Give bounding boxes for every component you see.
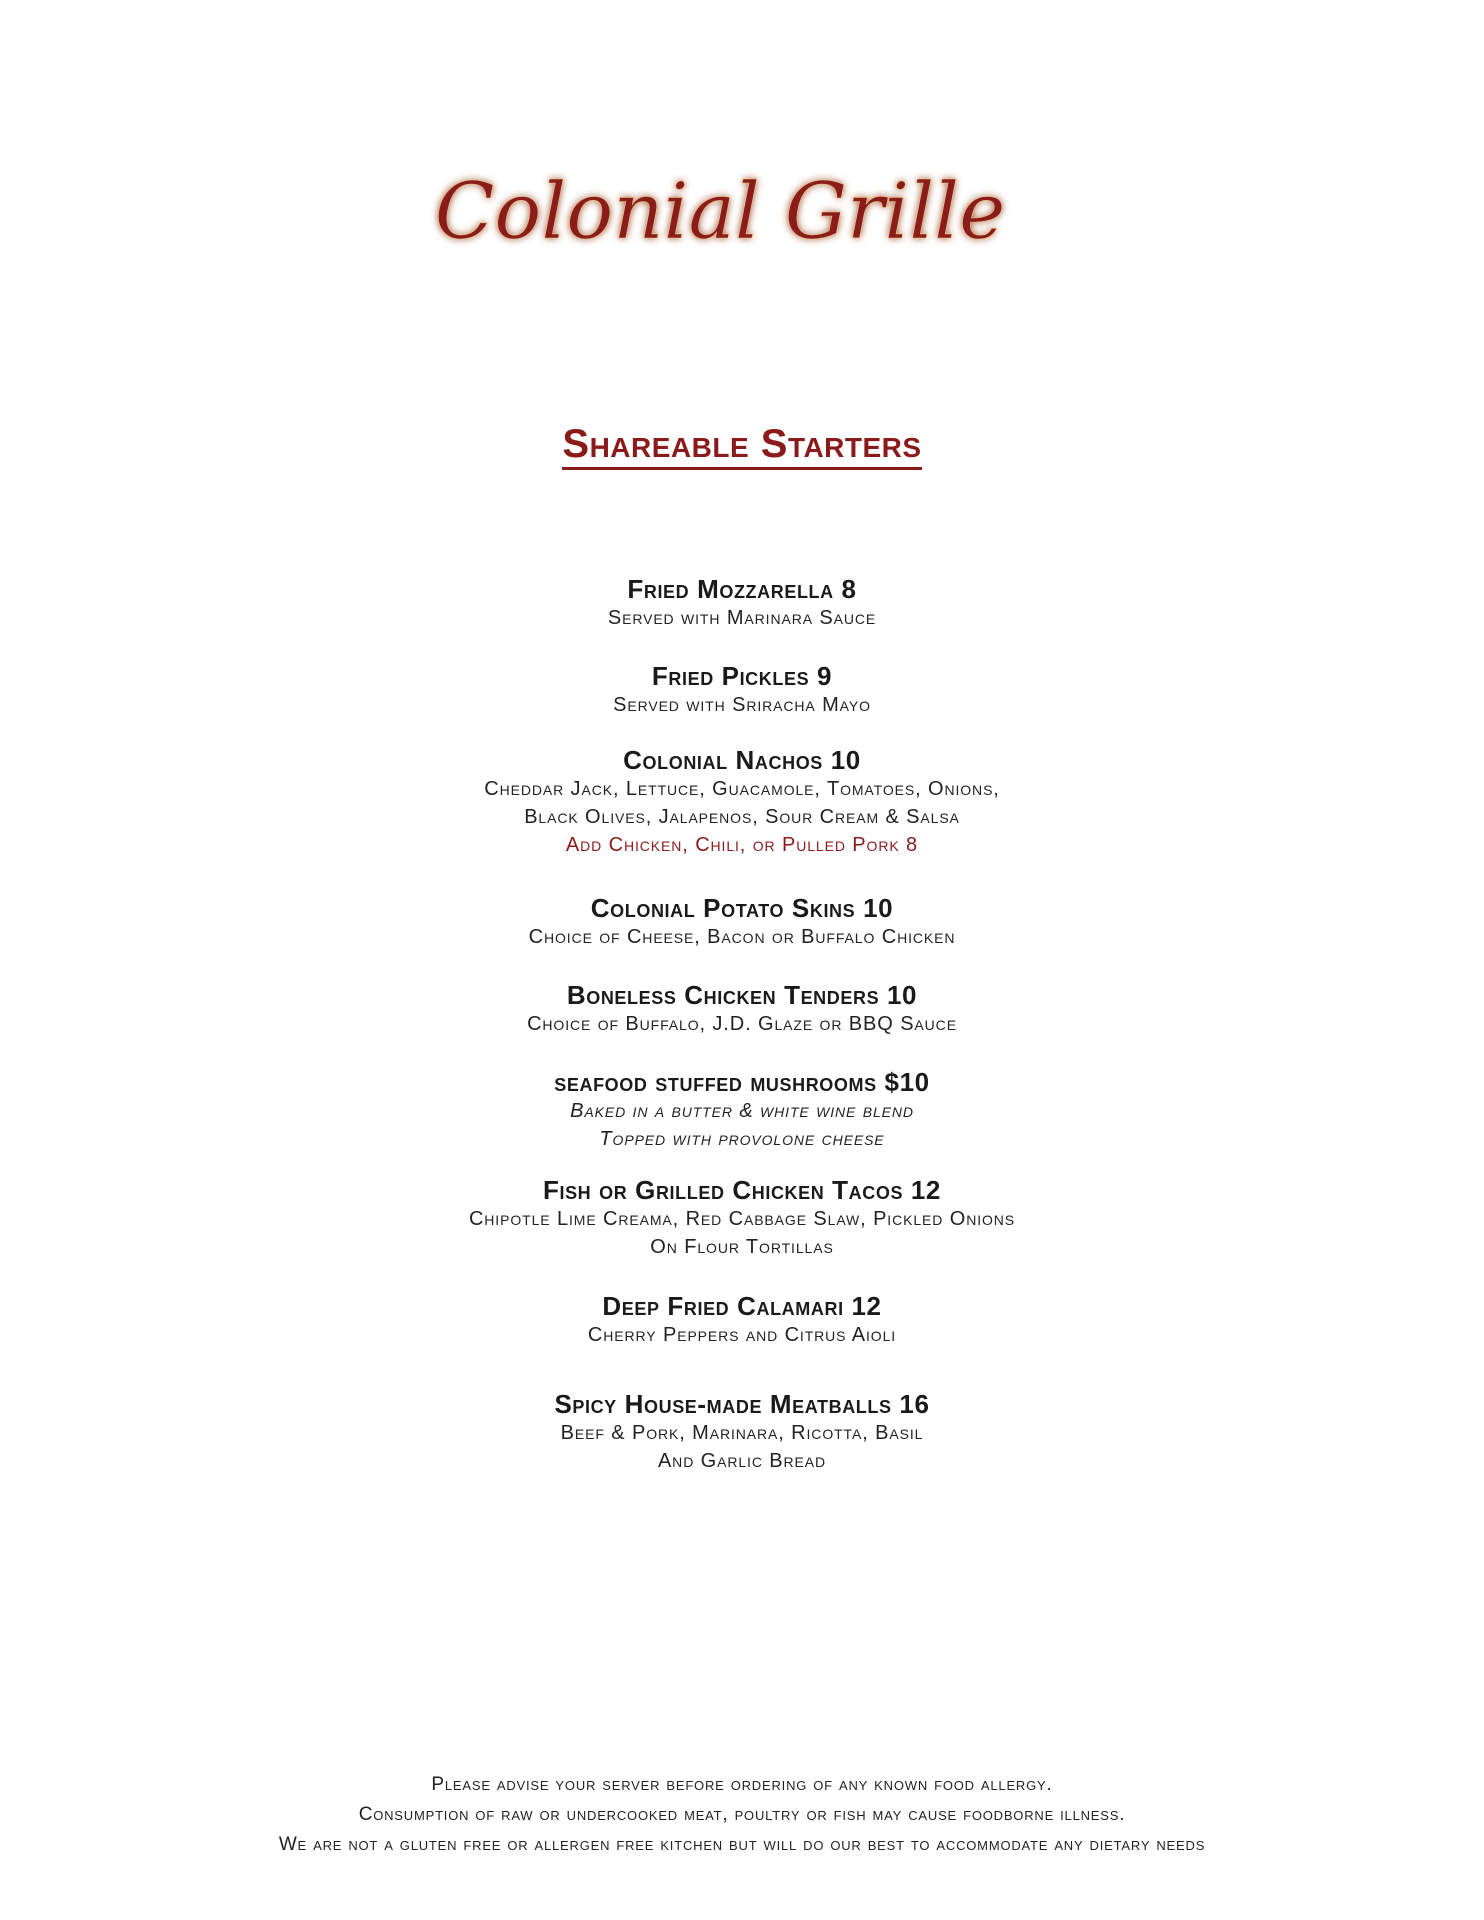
- item-description: Choice of Cheese, Bacon or Buffalo Chicken: [528, 926, 956, 948]
- item-name: Colonial Potato Skins 10: [590, 893, 894, 923]
- item-name: Deep Fried Calamari 12: [602, 1291, 882, 1321]
- item-description: Chipotle Lime Creama, Red Cabbage Slaw, Pickled Onions: [468, 1208, 1016, 1230]
- item-description: Beef & Pork, Marinara, Ricotta, Basil: [560, 1422, 924, 1444]
- item-description: Cheddar Jack, Lettuce, Guacamole, Tomatoes, Onions,: [484, 778, 1000, 800]
- item-name: Boneless Chicken Tenders 10: [566, 980, 918, 1010]
- item-name: Fried Mozzarella 8: [627, 574, 857, 604]
- item-description: On Flour Tortillas: [650, 1236, 834, 1258]
- logo: [434, 138, 1006, 298]
- menu-item-tacos: [0, 1175, 1484, 1261]
- menu-item-calamari: [0, 1291, 1484, 1349]
- menu-item-chicken-tenders: [0, 980, 1484, 1038]
- menu-item-fried-mozzarella: [0, 574, 1484, 632]
- logo-wordmark: Colonial Grille: [434, 167, 1006, 257]
- menu-item-meatballs: [0, 1389, 1484, 1475]
- item-description: Cherry Peppers and Citrus Aioli: [587, 1324, 897, 1346]
- footer-line: Consumption of raw or undercooked meat, poultry or fish may cause foodborne illness.: [358, 1804, 1126, 1825]
- menu-item-colonial-nachos: [0, 745, 1484, 859]
- item-description: And Garlic Bread: [657, 1450, 827, 1472]
- item-description: Black Olives, Jalapenos, Sour Cream & Salsa: [524, 806, 960, 828]
- item-name: Colonial Nachos 10: [623, 745, 861, 775]
- item-description: Served with Sriracha Mayo: [613, 694, 871, 716]
- section-title: Shareable Starters: [0, 422, 1484, 467]
- allergy-disclaimer: [0, 1770, 1484, 1860]
- item-description: Choice of Buffalo, J.D. Glaze or BBQ Sauce: [527, 1013, 957, 1035]
- item-description: Topped with provolone cheese: [599, 1128, 885, 1150]
- item-name: Fried Pickles 9: [651, 661, 833, 691]
- menu-item-stuffed-mushrooms: [0, 1067, 1484, 1153]
- item-name: Fish or Grilled Chicken Tacos 12: [542, 1175, 941, 1205]
- item-description: Baked in a butter & white wine blend: [570, 1100, 914, 1122]
- footer-line: Please advise your server before ordering of any known food allergy.: [431, 1774, 1053, 1795]
- item-description: Served with Marinara Sauce: [607, 607, 877, 629]
- menu-item-fried-pickles: [0, 661, 1484, 719]
- item-name: Spicy House-made Meatballs 16: [554, 1389, 930, 1419]
- item-name: seafood stuffed mushrooms $10: [554, 1067, 930, 1097]
- item-addon: Add Chicken, Chili, or Pulled Pork 8: [565, 834, 919, 856]
- footer-line: We are not a gluten free or allergen free kitchen but will do our best to accommodate any dietary needs: [278, 1834, 1206, 1855]
- menu-item-potato-skins: [0, 893, 1484, 951]
